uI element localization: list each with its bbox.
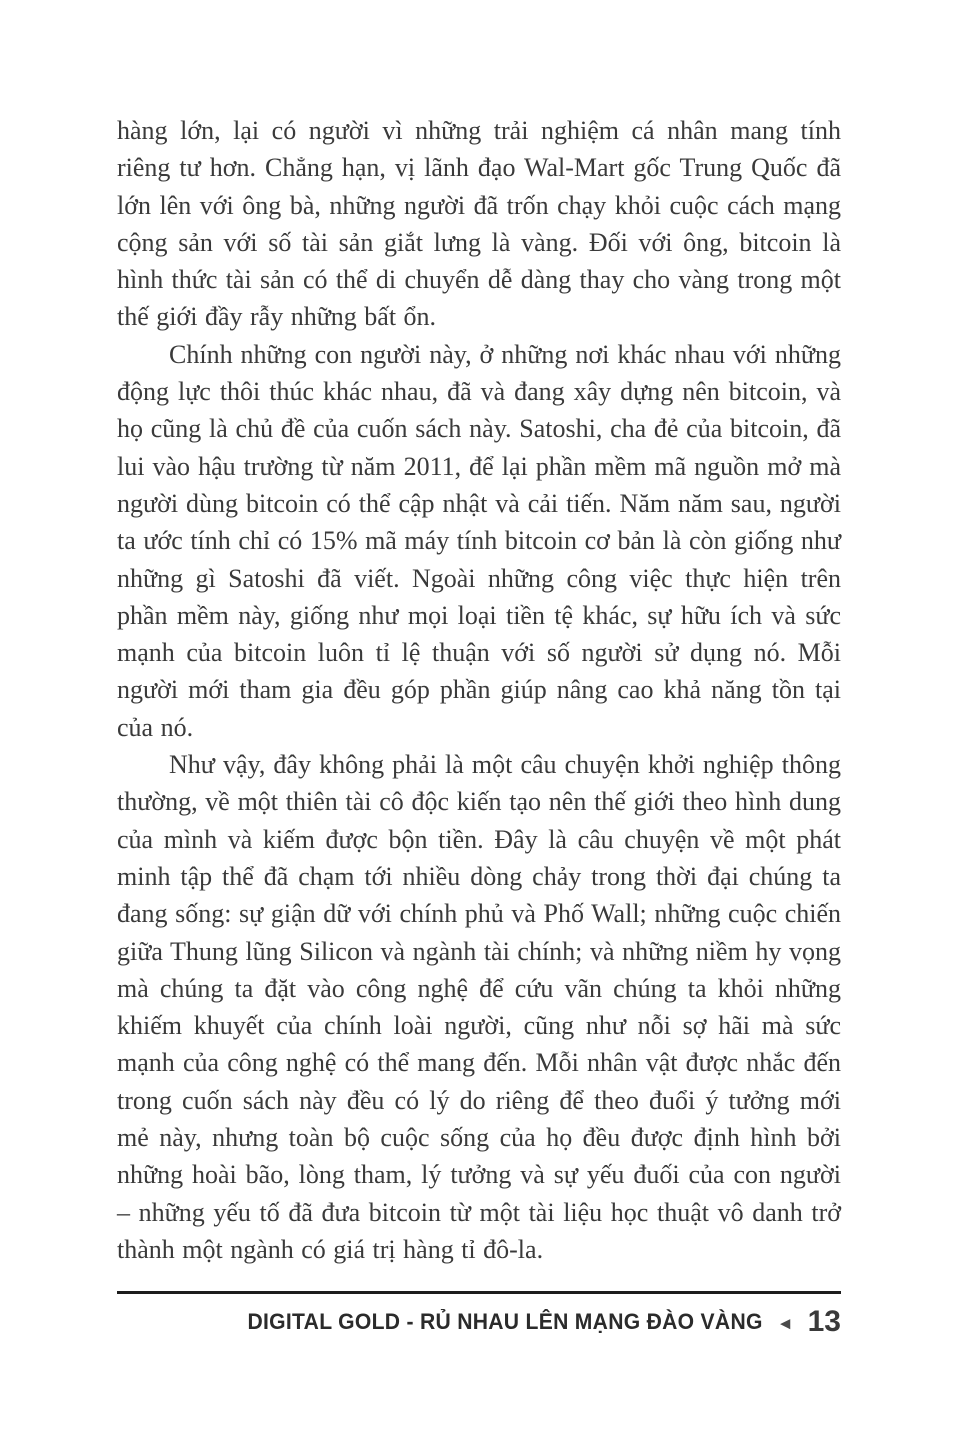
running-title: DIGITAL GOLD - RỦ NHAU LÊN MẠNG ĐÀO VÀNG bbox=[247, 1309, 763, 1334]
page-footer bbox=[117, 1291, 841, 1337]
paragraph: Chính những con người này, ở những nơi khác nhau với những động lực thôi thúc khác nhau, đã và đang xây dựng nên bitcoin, và họ cũng là chủ đề của cuốn sách này. Satoshi, cha đẻ của bitcoin, đã lui vào hậu trường từ năm 2011, để lại phần mềm mã nguồn mở mà người dùng bitcoin có thể cập nhật và cải tiến. Năm năm sau, người ta ước tính chỉ có 15% mã máy tính bitcoin cơ bản là còn giống như những gì Satoshi đã viết. Ngoài những công việc thực hiện trên phần mềm này, giống như mọi loại tiền tệ khác, sự hữu ích và sức mạnh của bitcoin luôn tỉ lệ thuận với số người sử dụng nó. Mỗi người mới tham gia đều góp phần giúp nâng cao khả năng tồn tại của nó. bbox=[117, 339, 841, 742]
page-number: 13 bbox=[807, 1305, 841, 1338]
body-text bbox=[117, 112, 841, 1268]
left-triangle-icon: ◄ bbox=[776, 1313, 794, 1333]
paragraph: Như vậy, đây không phải là một câu chuyện khởi nghiệp thông thường, về một thiên tài cô độc kiến tạo nên thế giới theo hình dung của mình và kiếm được bộn tiền. Đây là câu chuyện về một phát minh tập thể đã chạm tới nhiều dòng chảy trong thời đại chúng ta đang sống: sự giận dữ với chính phủ và Phố Wall; những cuộc chiến giữa Thung lũng Silicon và ngành tài chính; và những niềm hy vọng mà chúng ta đặt vào công nghệ để cứu vãn chúng ta khỏi những khiếm khuyết của chính loài người, cũng như nỗi sợ hãi mà sức mạnh của công nghệ có thể mang đến. Mỗi nhân vật được nhắc đến trong cuốn sách này đều có lý do riêng để theo đuổi ý tưởng mới mẻ này, nhưng toàn bộ cuộc sống của họ đều được định hình bởi những hoài bão, lòng tham, lý tưởng và sự yếu đuối của con người – những yếu tố đã đưa bitcoin từ một tài liệu học thuật vô danh trở thành một ngành có giá trị hàng tỉ đô-la. bbox=[117, 750, 841, 1264]
paragraph: hàng lớn, lại có người vì những trải nghiệm cá nhân mang tính riêng tư hơn. Chẳng hạn, vị lãnh đạo Wal-Mart gốc Trung Quốc đã lớn lên với ông bà, những người đã trốn chạy khỏi cuộc cách mạng cộng sản với số tài sản giắt lưng là vàng. Đối với ông, bitcoin là hình thức tài sản có thể di chuyển dễ dàng thay cho vàng trong một thế giới đầy rẫy những bất ổn. bbox=[117, 116, 841, 332]
footer-row bbox=[117, 1294, 841, 1337]
